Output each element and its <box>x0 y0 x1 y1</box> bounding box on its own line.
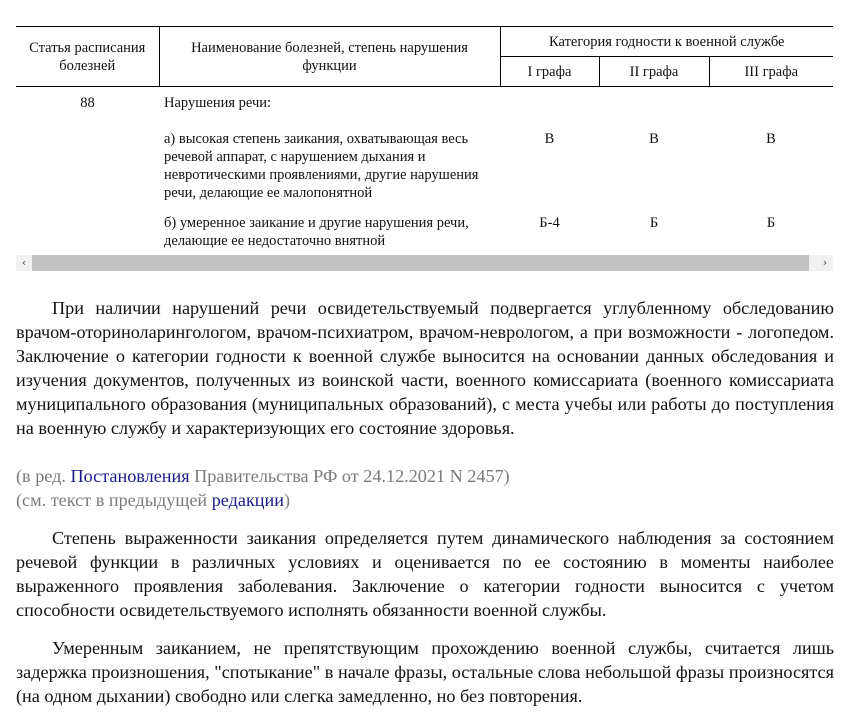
header-fitness-category: Категория годности к военной службе <box>500 27 833 57</box>
previous-note-suffix: ) <box>283 490 291 510</box>
header-graph-2: II графа <box>599 57 709 87</box>
cell-disease-name: Нарушения речи: <box>164 95 272 111</box>
paragraph-examination <box>16 296 834 440</box>
header-disease-name: Наименование болезней, степень нарушения функции <box>159 27 500 87</box>
cell-graph-2: Б <box>649 215 659 231</box>
cell-graph-1 <box>500 87 599 131</box>
cell-article <box>16 214 159 252</box>
table-row <box>16 87 833 131</box>
paragraph-stuttering-degree <box>16 526 834 622</box>
previous-edition-note <box>16 488 290 512</box>
horizontal-scrollbar[interactable] <box>16 255 833 271</box>
header-graph-1: I графа <box>500 57 599 87</box>
disease-schedule-table <box>16 26 833 252</box>
disease-table-container <box>16 26 833 272</box>
scroll-right-icon[interactable]: › <box>822 256 828 269</box>
scroll-left-icon[interactable]: ‹ <box>21 256 27 269</box>
previous-note-prefix: (см. текст в предыдущей <box>16 490 212 510</box>
scrollbar-thumb[interactable] <box>32 255 809 271</box>
cell-graph-2: В <box>649 131 659 147</box>
cell-graph-3 <box>709 87 833 131</box>
edition-note <box>16 464 510 488</box>
cell-graph-3: Б <box>766 215 776 231</box>
paragraph-moderate-stuttering <box>16 636 834 708</box>
cell-article: 88 <box>80 95 95 111</box>
cell-disease-name: б) умеренное заикание и другие нарушения речи, делающие ее недостаточно внятной <box>164 215 469 249</box>
table-row <box>16 130 833 214</box>
cell-article <box>16 130 159 214</box>
cell-graph-1: Б-4 <box>539 215 560 231</box>
header-article: Статья расписания болезней <box>16 27 159 87</box>
previous-edition-link[interactable]: редакции <box>211 490 284 510</box>
resolution-link[interactable]: Постановления <box>70 466 190 486</box>
edition-note-prefix: (в ред. <box>16 466 71 486</box>
paragraph-text: Степень выраженности заикания определяется путем динамического наблюдения за состоянием речевой функции в различных условиях и оценивается по ее состоянию в моменты наиболее выраженного проявления заболевания. Заключение о категории годности выносится с учетом способности освидетельствуемого исполнять обязанности военной службы. <box>16 528 834 620</box>
cell-graph-3: В <box>766 131 776 147</box>
cell-graph-1: В <box>544 131 555 147</box>
paragraph-text: При наличии нарушений речи освидетельствуемый подвергается углубленному обследованию врачом-оториноларингологом, врачом-психиатром, врачом-неврологом, а при возможности - логопедом. Заключение о категории годности к военной службе выносится на основании данных обследования и изучения документов, полученных из воинской части, военного комиссариата (военного комиссариата муниципального образования (муниципальных образований), с места учебы или работы до поступления на военную службу и характеризующих его состояние здоровья. <box>16 298 834 438</box>
cell-graph-2 <box>599 87 709 131</box>
header-graph-3: III графа <box>709 57 833 87</box>
cell-disease-name: а) высокая степень заикания, охватывающая весь речевой аппарат, с нарушением дыхания и невротическими проявлениями, другие нарушения речи, делающие ее малопонятной <box>164 131 479 201</box>
table-row <box>16 214 833 252</box>
paragraph-text: Умеренным заиканием, не препятствующим прохождению военной службы, считается лишь задержка произношения, "спотыкание" в начале фразы, остальные слова небольшой фразы произносятся (на одном дыхании) свободно или слегка замедленно, но без повторения. <box>16 638 834 706</box>
edition-note-suffix: Правительства РФ от 24.12.2021 N 2457) <box>189 466 510 486</box>
